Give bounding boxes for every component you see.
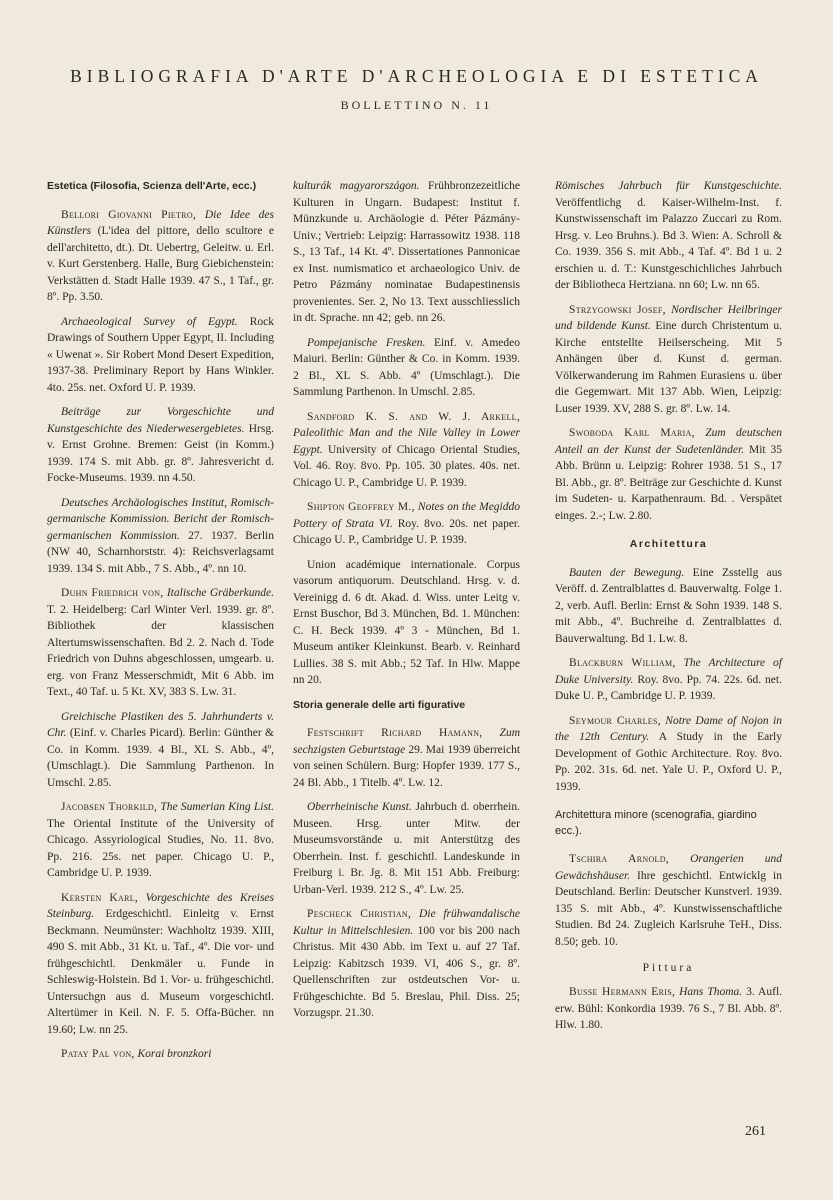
entry-title: The Architecture of Duke University. [555, 657, 783, 686]
entry-author: Jacobsen Thorkild, [61, 801, 158, 813]
column-3 [555, 178, 782, 1042]
bibliography-entry [293, 335, 520, 401]
bibliography-entry [555, 713, 782, 796]
bibliography-entry [555, 178, 782, 294]
bibliography-entry [293, 906, 520, 1022]
entry-details: Roy. 8vo. Pp. 74. 22s. 6d. net. Duke U. P., Cambridge U. P. 1939. [555, 673, 782, 702]
entry-author: Tschira Arnold, [569, 853, 670, 865]
entry-details: 29. Mai 1939 überreicht von seinen Schülern. Burg: Hopfer 1939. 177 S., 24 Bl. Abb., 1 Titelb. 4º. Lw. 12. [293, 743, 521, 789]
entry-details: (Einf. v. Charles Picard). Berlin: Günther & Co. in Komm. 1939. 4 Bl., XL S. Abb., 4º, (Umschlagt.). Die Sammlung Parthenon. In Umschl. 2.85. [47, 727, 275, 789]
entry-details: A Study in the Early Development of Gothic Architecture. Roy. 8vo. Pp. 202. 31s. 6d. net. Yale U. P., Oxford U. P., 1939. [555, 731, 782, 793]
bibliography-entry [293, 499, 520, 549]
entry-title: Greichische Plastiken des 5. Jahrhunderts v. Chr. [47, 710, 274, 739]
entry-author: Shipton Geoffrey M., [307, 501, 415, 513]
bibliography-entry [555, 565, 782, 648]
bibliography-entry [555, 984, 782, 1034]
entry-details: T. 2. Heidelberg: Carl Winter Verl. 1939. gr. 8º. Bibliothek der klassischen Altertumswissenschaften. Bd 2. 2. Nach d. Tode Friedrich von Duhns abgeschlossen, umgearb. u. erg. von Franz Messerschmidt, Mit 6 Abb. im Text., 40 Taf. u. 5 Kt. XV, 383 S. Lw. 31. [47, 603, 274, 698]
bibliography-entry [47, 1046, 274, 1063]
entry-title: Hans Thoma. [679, 986, 743, 998]
section-heading: Architettura minore (scenografia, giardino ecc.). [555, 809, 757, 837]
page-title: BIBLIOGRAFIA D'ARTE D'ARCHEOLOGIA E DI ESTETICA [70, 66, 763, 86]
bibliography-entry [47, 314, 274, 397]
bibliography-entry [47, 404, 274, 487]
entry-details: Union académique internationale. Corpus vasorum antiquorum. Deutschland. Hrsg. v. d. Vereinigg d. 6 dt. Akad. d. Wiss. unter Leitg v. Ernst Buschor, Bd 3. München, Bd. 1. München: C. H. Beck 1939. 4º 3 - München, Bd 1. Museum antiker Kleinkunst. Bearb. v. Reinhard Lullies. 38 S. mit Abb.; 52 Taf. In Hlw. Mappe nn 20. [293, 558, 520, 686]
bibliography-entry [47, 585, 274, 701]
entry-details: Eine durch Christentum u. Kirche entstellte Heilserscheing. Mit 5 Anhängen über d. Kunst d. german. Völkerwanderung im Rahmen Eurasiens u. über die Gegemwart. Mit 137 Abb. Wien, Leipzig: Luser 1939. XV, 288 S. gr. 8º. Lw. 14. [555, 320, 783, 415]
entry-title: Zum deutschen Anteil an der Kunst der Sudetenländer. [555, 427, 782, 456]
entry-details: 27. 1937. Berlin (NW 40, Scharnhorststr. 4): Reichsverlagsamt 1939. 134 S. mit Abb., 7 S. Abb., 4º. nn 10. [47, 529, 275, 575]
entry-details: (L'idea del pittore, dello scultore e dell'architetto, dt.). Dt. Uebertrg, Geleitw. u. Erl. v. Kurt Gerstenberg. Halle, Burg Giebichenstein: Verkstätten d. Stadt Halle 1939. 47 S., 1 Taf., gr. 8º. Pp. 3.50. [47, 225, 274, 303]
column-1 [47, 178, 274, 1071]
entry-details: Jahrbuch d. oberrhein. Museen. Hrsg. unter Mitw. der Museumsvorstände u. mit Anterstützg des Oberrhein. Inst. f. geschichtl. Landeskunde in Freiburg i. Br. Jg. 8. Mit 151 Abb. Freiburg: Urban-Verl. 1939. 212 S., 4º. Lw. 25. [293, 801, 520, 896]
entry-author: Seymour Charles, [569, 714, 661, 727]
entry-author: Festschrift Richard Hamann, [307, 727, 483, 739]
entry-title: Notre Dame of Nojon in the 12th Century. [555, 714, 782, 743]
entry-details: Mit 35 Abb. Brünn u. Leipzig: Rohrer 1938. 51 S., 17 Bl. Abb., gr. 8º. Beiträge zur Geschichte d. Kunst im Sudeten- u. Karpathenraum. Bd. . Verspätet einges. 2.-; Lw. 2.80. [555, 443, 782, 522]
entry-title: Italische Gräberkunde. [166, 587, 275, 599]
entry-title: Paleolithic Man and the Nile Valley in Lower Egypt. [293, 427, 520, 456]
entry-title: The Sumerian King List. [160, 801, 274, 813]
entry-title: Notes on the Megiddo Pottery of Strata VI. [293, 501, 520, 530]
entry-author: Kersten Karl, [61, 891, 139, 904]
entry-details: Roy. 8vo. 20s. net paper. Chicago U. P., Cambridge U. P. 1939. [293, 517, 520, 546]
entry-title: kulturák magyarországon. [293, 180, 420, 192]
entry-title: Archaeological Survey of Egypt. [61, 315, 238, 328]
entry-title: Die frühwandalische Kultur in Mittelschlesien. [293, 908, 520, 937]
bibliography-entry [293, 557, 520, 689]
section-heading: Storia generale delle arti figurative [293, 698, 466, 711]
entry-title: Römisches Jahrbuch für Kunstgeschichte. [555, 180, 782, 192]
entry-title: Orangerien und Gewächshäuser. [555, 853, 783, 882]
bibliography-entry [555, 851, 782, 950]
entry-title: Oberrheinische Kunst. [307, 801, 412, 813]
section-heading: Estetica (Filosofia, Scienza dell'Arte, ecc.) [47, 180, 257, 192]
entry-title: Deutsches Archäologisches Institut, Romisch-germanische Kommission. Bericht der Romisch-germanischen Kommission. [47, 496, 274, 542]
bibliography-entry [47, 207, 274, 306]
bibliography-entry [47, 709, 274, 792]
entry-author: Busse Hermann Eris, [569, 986, 676, 998]
entry-author: Duhn Friedrich von, [61, 587, 164, 599]
entry-details: Rock Drawings of Southern Upper Egypt, II. Including « Uwenat ». Sir Robert Mond Desert Expedition, 1937-38. Preliminary Report by Hans Winkler. 4to. 25s. net. Oxford U. P. 1939. [47, 315, 274, 394]
bibliography-entry [293, 799, 520, 898]
entry-author: Strzygowski Josef, [569, 303, 666, 316]
section-heading: Architettura [629, 538, 708, 550]
entry-details: Ihre geschichtl. Entwicklg in Deutschland. Berlin: Deutscher Kunstverl. 1939. 135 S. mit Abb., 4º. Kunstwissenschaftliche Studien. Bd 24. Zugleich Karlsruhe TeH., Diss. 8.50; geb. 10. [555, 869, 782, 948]
entry-author: Blackburn William, [569, 657, 676, 669]
bibliography-entry [47, 799, 274, 882]
entry-details: The Oriental Institute of the University of Chicago. Assyriological Studies, No. 11. 8vo. Pp. 216. 25s. net paper. Chicago U. P., Cambridge U. P. 1939. [47, 817, 274, 879]
bibliography-entry [293, 409, 520, 492]
entry-author: Pescheck Christian, [307, 908, 412, 920]
entry-title: Die Idee des Künstlers [47, 208, 274, 237]
entry-title: Beiträge zur Vorgeschichte und Kunstgeschichte des Niederwesergebietes. [47, 406, 274, 435]
entry-title: Zum sechzigsten Geburtstage [293, 727, 520, 756]
entry-author: Patay Pal von, [61, 1048, 135, 1060]
bibliography-entry [555, 425, 782, 524]
bibliography-entry [555, 302, 782, 418]
bulletin-number: BOLLETTINO N. 11 [340, 98, 493, 112]
entry-details: Erdgeschichtl. Einleitg v. Ernst Beckmann. Neumünster: Wachholtz 1939. XIII, 490 S. mit Abb., 31 Kt. u. Taf., 4º. Die vor- und frühgeschichtl. Denkmäler u. Funde in Schleswig-Holstein. Bd 1. Vor- u. frühgeschichtl. Untersuchgn aus d. Museum vorgeschichtl. Altertümer in Keil. N. F. 5. Offa-Bücher. nn 19.60; Lw. nn 25. [47, 908, 275, 1036]
entry-author: Swoboda Karl Maria, [569, 427, 695, 439]
entry-author: Sandford K. S. and W. J. Arkell, [307, 410, 520, 423]
section-heading: Pittura [642, 962, 695, 974]
bibliography-entry [555, 655, 782, 705]
bibliography-entry [47, 495, 274, 578]
entry-details: Einf. v. Amedeo Maiuri. Berlin: Günther & Co. in Komm. 1939. 2 Bl., XL S. Abb. 4º (Umschlagt.). Die Sammlung Parthenon. In Umschl. 2.85. [293, 336, 520, 398]
bibliography-entry [293, 178, 520, 327]
entry-title: Bauten der Bewegung. [569, 566, 685, 579]
entry-details: 100 vor bis 200 nach Christus. Mit 430 Abb. im Text u. auf 27 Taf. Leipzig: Kabitzsch 1939. VI, 406 S., gr. 8º. Quellenschriften zur ostdeutschen Vor- u. Frühgeschichte. Bd 5. Breslau, Phil. Diss. 25; Vorzugspr. 21.30. [293, 924, 520, 1019]
entry-author: Bellori Giovanni Pietro, [61, 208, 197, 221]
entry-title: Korai bronzkori [137, 1048, 212, 1060]
bibliography-entry [293, 725, 520, 791]
entry-title: Vorgeschichte des Kreises Steinburg. [47, 891, 275, 920]
column-2 [293, 178, 520, 1030]
bibliography-entry [47, 890, 274, 1039]
entry-title: Pompejanische Fresken. [307, 336, 426, 349]
entry-details: Veröffentlichg d. Kaiser-Wilhelm-Inst. f. Kunstwissenschaft im Palazzo Zuccari zu Rom. Hrsg. v. Leo Bruhns.). Bd 3. Wien: A. Schroll & Co. 1939. 356 S. mit Abb., 4 Taf. 4º. Bd 1 u. 2 erschien u. d. T.: Kunstgeschichliches Jahrbuch der Bibliotheca Hertziana. nn 60; Lw. nn 65. [555, 196, 782, 291]
page-number: 261 [745, 1124, 766, 1139]
entry-details: Eine Zsstellg aus Veröff. d. Zentralblattes d. Bauverwaltg. Folge 1. 2, verb. Aufl. Berlin: Ernst & Sohn 1939. 148 S. mit Abb., 4º. Buchreihe d. Zentralblattes d. Bauverwaltung. Bd 1. Lw. 8. [555, 566, 782, 645]
entry-details: Hrsg. v. Ernst Grohne. Bremen: Geist (in Komm.) 1939. 174 S. mit Abb. gr. 8º. Jahresvericht d. Focke-Museums. 1939. nn 4.50. [47, 422, 274, 484]
entry-details: Frühbronzezeitliche Kulturen in Ungarn. Budapest: Institut f. Münzkunde u. Archäologie d. Péter Pázmány-Univ.; Vertrieb: Leipzig: Harrassowitz 1938. 118 S., 13 Taf., 14 Kt. 4º. Dissertationes Pannonicae ex Inst. numismatico et archaeologico Univ. de Petro Pázmány nominatae Budapestinensis provenientes. Ser. 2, No 13. Text ausschliesslich in dt. Sprache. nn 42; geb. nn 26. [293, 180, 520, 324]
entry-title: Nordischer Heilbringer und bildende Kunst. [555, 303, 783, 332]
entry-details: 3. Aufl. erw. Bühl: Konkordia 1939. 76 S., 7 Bl. Abb. 8º. Hlw. 1.80. [555, 986, 783, 1031]
entry-details: University of Chicago Oriental Studies, Vol. 46. Roy. 8vo. Pp. 105. 30 plates. 40s. net. Chicago U. P., Cambridge U. P. 1939. [293, 443, 521, 489]
